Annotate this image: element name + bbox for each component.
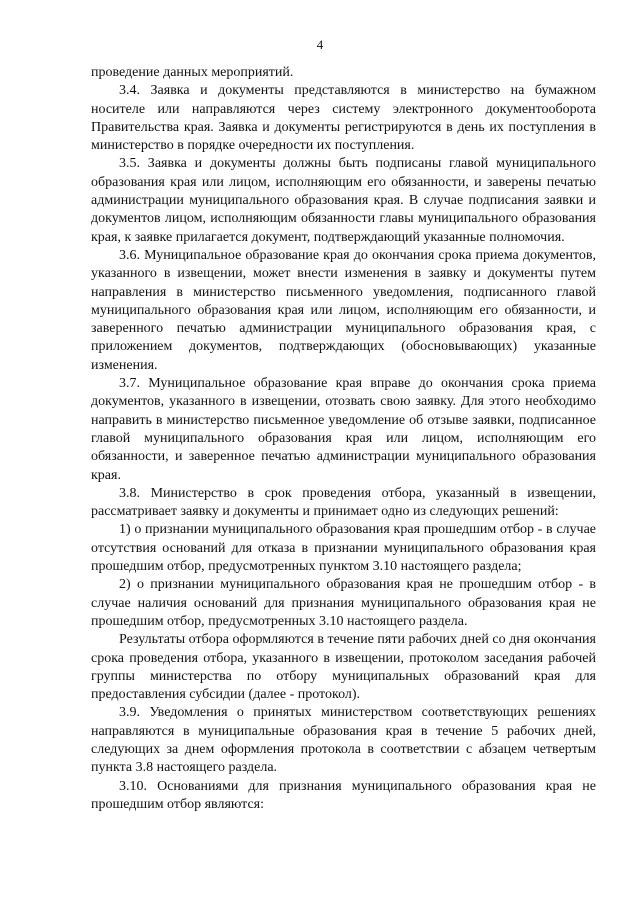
paragraph-3-9: 3.9. Уведомления о принятых министерством соответствующих решениях направляются в муниципальные образования края в течение 5 рабочих дней, следующих за днем оформления протокола в соответствии с абзацем четвертым пункта 3.8 настоящего раздела. — [91, 705, 596, 776]
paragraph-3-5: 3.5. Заявка и документы должны быть подписаны главой муниципального образования края или лицом, исполняющим его обязанности, и заверены печатью администрации муниципального образования края. В случае подписания заявки и документов лицом, исполняющим обязанности главы муниципального образования края, к заявке прилагается документ, подтверждающий указанные полномочия. — [91, 156, 596, 245]
paragraph-3-6: 3.6. Муниципальное образование края до окончания срока приема документов, указанного в извещении, может внести изменения в заявку и документы путем направления в министерство письменного уведомления, подписанного главой муниципального образования края или лицом, исполняющим его обязанности, и заверенного печатью администрации муниципального образования края, с приложением документов, подтверждающих (обосновывающих) указанные изменения. — [91, 247, 596, 373]
paragraph-3-4: 3.4. Заявка и документы представляются в министерство на бумажном носителе или направляются через систему электронного документооборота Правительства края. Заявка и документы регистрируются в день их поступления в министерство в порядке очередности их поступления. — [91, 83, 596, 154]
paragraph-3-10: 3.10. Основаниями для признания муниципального образования края не прошедшим отбор являются: — [91, 778, 596, 812]
paragraph-results: Результаты отбора оформляются в течение пяти рабочих дней со дня окончания срока проведения отбора, указанного в извещении, протоколом заседания рабочей группы министерства по отбору муниципальных образований края для предоставления субсидии (далее - протокол). — [91, 632, 596, 703]
page-number: 4 — [316, 37, 324, 52]
document-body — [91, 64, 596, 814]
paragraph-3-8: 3.8. Министерство в срок проведения отбора, указанный в извещении, рассматривает заявку и документы и принимает одно из следующих решений: — [91, 485, 596, 520]
paragraph-3-7: 3.7. Муниципальное образование края вправе до окончания срока приема документов, указанного в извещении, отозвать свою заявку. Для этого необходимо направить в министерство письменное уведомление об отзыве заявки, подписанное главой муниципального образования края или лицом, исполняющим его обязанности, и заверенное печатью администрации муниципального образования края. — [91, 376, 596, 483]
list-item-1: 1) о признании муниципального образования края прошедшим отбор - в случае отсутствия оснований для отказа в признании муниципального образования края прошедшим отбор, предусмотренных пунктом 3.10 настоящего раздела; — [91, 522, 596, 575]
paragraph-continuation: проведение данных мероприятий. — [91, 65, 294, 80]
list-item-2: 2) о признании муниципального образования края не прошедшим отбор - в случае наличия оснований для признания муниципального образования края не прошедшим отбор, предусмотренных 3.10 настоящего раздела. — [91, 577, 596, 629]
